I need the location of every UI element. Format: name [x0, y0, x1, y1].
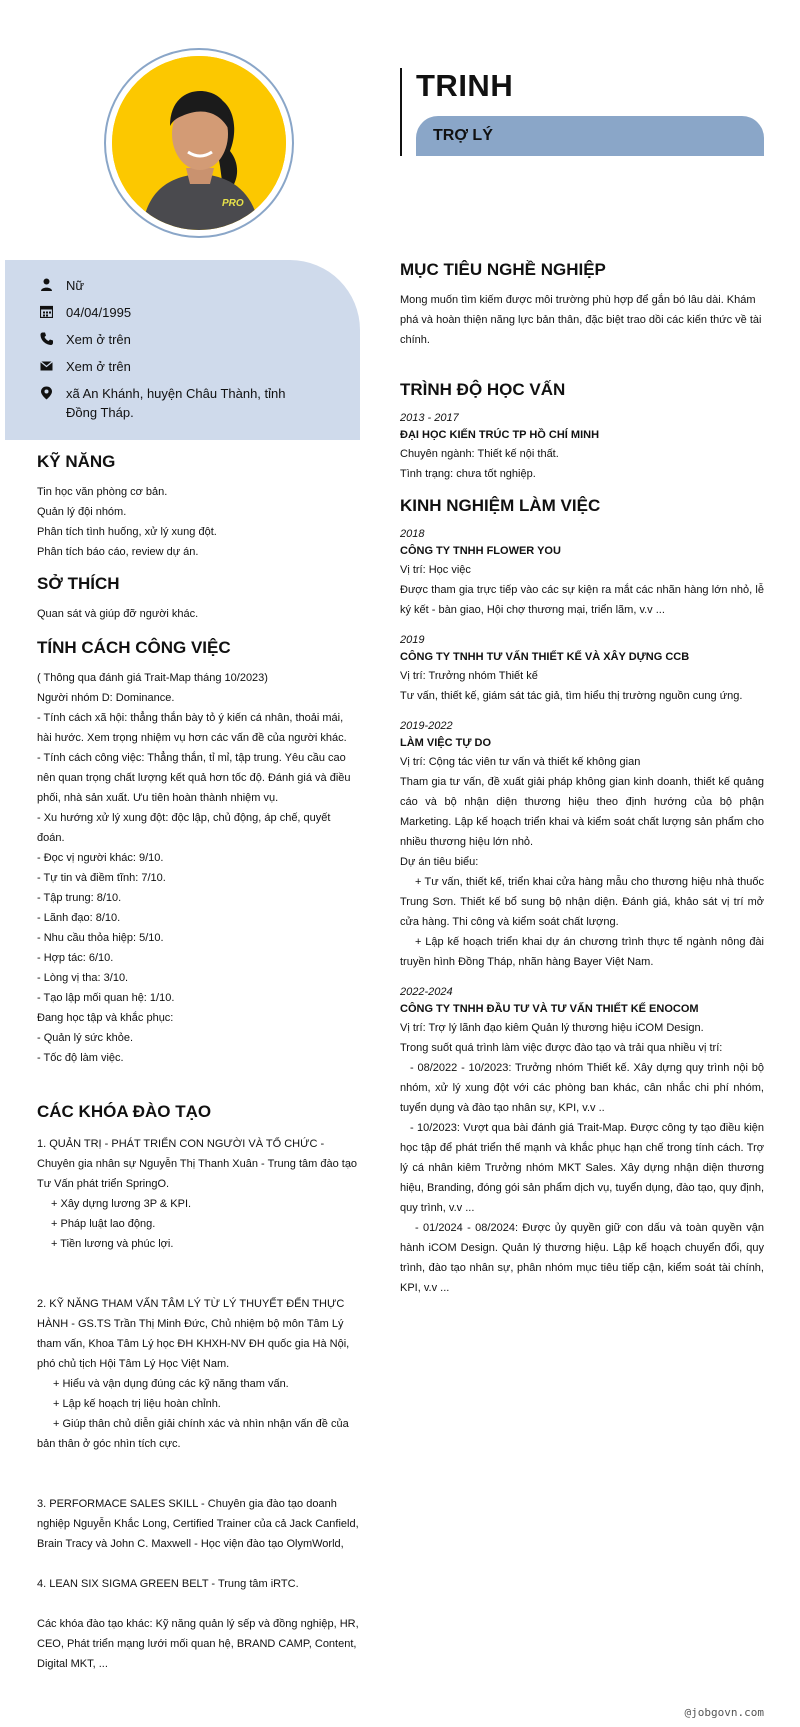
contact-address: [40, 384, 310, 422]
personality-line: - Tính cách công việc: Thẳng thắn, tỉ mỉ, tập trung. Yêu cầu cao nên quan trọng chất lượng kết quả hơn tốc độ. Đánh giá và điều phối, nhà sản xuất. Ưu tiên hoàn thành nhiệm vụ.: [37, 752, 351, 804]
candidate-role: TRỢ LÝ: [433, 127, 493, 144]
job-step: - 08/2022 - 10/2023: Trưởng nhóm Thiết kế. Xây dựng quy trình nội bộ nhóm, xử lý xung đột với các phòng ban khác, cân nhắc chi phí nhóm, tuyển dụng và đào tạo nhân sự, KPI, v.v ..: [400, 1062, 764, 1114]
name-divider: [400, 68, 402, 156]
personality-line: - Tập trung: 8/10.: [37, 892, 122, 904]
training-course: [37, 1134, 360, 1254]
course-heading: 4. LEAN SIX SIGMA GREEN BELT - Trung tâm iRTC.: [37, 1578, 299, 1590]
footer-watermark: @jobgovn.com: [684, 1706, 764, 1719]
personality-title: TÍNH CÁCH CÔNG VIỆC: [37, 638, 231, 657]
education-major: Chuyên ngành: Thiết kế nội thất.: [400, 448, 559, 460]
personality-line: - Tính cách xã hội: thẳng thắn bày tỏ ý kiến cá nhân, thoải mái, hài hước. Xem trọng nhiệm vụ hơn các vấn đề của người khác.: [37, 712, 347, 744]
personality-line: - Lãnh đạo: 8/10.: [37, 912, 121, 924]
hobbies-section: [37, 574, 360, 624]
job-intro: Trong suốt quá trình làm việc được đào tạo và trải qua nhiều vị trí:: [400, 1042, 723, 1054]
project-item: + Lập kế hoạch triển khai dự án chương trình thực tế ngành nông đài truyền hình Đồng Tháp, nhãn hàng Bayer Việt Nam.: [400, 936, 764, 968]
course-heading: 1. QUẢN TRỊ - PHÁT TRIỂN CON NGƯỜI VÀ TỔ CHỨC - Chuyên gia nhân sự Nguyễn Thị Thanh Xuân - Trung tâm đào tạo Tư Vấn phát triển SpringO.: [37, 1138, 358, 1190]
job-position: Vị trí: Học việc: [400, 564, 471, 576]
experience-section: [400, 496, 764, 1298]
skills-section: [37, 452, 360, 562]
other-courses: Các khóa đào tạo khác: Kỹ năng quản lý sếp và đồng nghiệp, HR, CEO, Phát triển mạng lưới mối quan hệ, BRAND CAMP, Content, Digital MKT, ...: [37, 1618, 359, 1670]
user-icon: [40, 276, 66, 291]
job-description: Tham gia tư vấn, đề xuất giải pháp không gian kinh doanh, thiết kế quảng cáo và bộ nhận diện thương hiệu theo định hướng của bộ phận Marketing. Lập kế hoạch triển khai và kiểm soát chất lượng sản phẩm cho nhiều thương hiệu lớn nhỏ.: [400, 776, 764, 848]
personality-line: - Tốc độ làm việc.: [37, 1052, 124, 1064]
job-entry: [400, 718, 764, 972]
course-sub-item: + Xây dựng lương 3P & KPI.: [51, 1198, 192, 1210]
contact-gender: [40, 276, 84, 295]
personality-line: - Quản lý sức khỏe.: [37, 1032, 134, 1044]
contact-panel: [5, 260, 360, 440]
personality-line: Đang học tập và khắc phục:: [37, 1012, 174, 1024]
phone-value: Xem ở trên: [66, 332, 131, 347]
job-step: - 10/2023: Vượt qua bài đánh giá Trait-Map. Được công ty tạo điều kiện học tập để phát triển thế mạnh và khắc phục hạn chế trong tính cách. Trợ lý cá nhân kiêm Trưởng nhóm MKT Sales. Xây dựng nhận diện thương hiệu, Branding, đóng gói sản phẩm dịch vụ, tuyển dụng, đào tạo, quy định, quy trình, v.v ...: [400, 1122, 764, 1214]
contact-phone: [40, 330, 131, 349]
job-period: 2019-2022: [400, 720, 453, 732]
personality-line: - Nhu cầu thỏa hiệp: 5/10.: [37, 932, 164, 944]
skill-item: Phân tích tình huống, xử lý xung đột.: [37, 526, 217, 538]
training-course: [37, 1294, 360, 1454]
personality-line: - Hợp tác: 6/10.: [37, 952, 114, 964]
objective-section: [400, 260, 764, 350]
job-period: 2018: [400, 528, 425, 540]
personality-line: - Tự tin và điềm tĩnh: 7/10.: [37, 872, 166, 884]
projects-label: Dự án tiêu biểu:: [400, 856, 479, 868]
birthday-value: 04/04/1995: [66, 305, 132, 320]
location-pin-icon: [40, 384, 66, 400]
job-company: CÔNG TY TNHH ĐẦU TƯ VÀ TƯ VẤN THIẾT KẾ ENOCOM: [400, 1003, 699, 1015]
job-entry: [400, 632, 764, 706]
envelope-icon: [40, 357, 66, 372]
skill-item: Phân tích báo cáo, review dự án.: [37, 546, 199, 558]
job-period: 2022-2024: [400, 986, 453, 998]
course-sub-item: + Hiểu và vận dụng đúng các kỹ năng tham vấn.: [53, 1378, 289, 1390]
calendar-icon: [40, 303, 66, 318]
course-heading: 2. KỸ NĂNG THAM VẤN TÂM LÝ TỪ LÝ THUYẾT ĐẾN THỰC HÀNH - GS.TS Trần Thị Minh Đức, Chủ nhiệm bộ môn Tâm Lý tham vấn, Khoa Tâm Lý học ĐH KHXH-NV ĐH quốc gia Hà Nội, phó chủ tịch Hội Tâm Lý Học Việt Nam.: [37, 1298, 350, 1370]
left-column: [37, 452, 360, 1674]
experience-title: KINH NGHIỆM LÀM VIỆC: [400, 496, 601, 515]
job-period: 2019: [400, 634, 425, 646]
job-position: Vị trí: Trợ lý lãnh đạo kiêm Quản lý thương hiệu iCOM Design.: [400, 1022, 704, 1034]
training-title: CÁC KHÓA ĐÀO TẠO: [37, 1102, 212, 1121]
phone-icon: [40, 330, 66, 345]
skill-item: Quản lý đội nhóm.: [37, 506, 127, 518]
job-step: - 01/2024 - 08/2024: Được ủy quyền giữ con dấu và toàn quyền vận hành iCOM Design. Quản lý thương hiệu. Lập kế hoạch chuyển đổi, quy trình, đào tạo nhân sự, phân nhóm mục tiêu tiếp cận, kiểm soát tài chính, KPI, v.v ...: [400, 1222, 764, 1294]
personality-line: ( Thông qua đánh giá Trait-Map tháng 10/2023): [37, 672, 268, 684]
job-company: CÔNG TY TNHH FLOWER YOU: [400, 545, 561, 557]
gender-value: Nữ: [66, 278, 85, 293]
school-name: ĐẠI HỌC KIẾN TRÚC TP HỒ CHÍ MINH: [400, 429, 600, 441]
education-period: 2013 - 2017: [400, 412, 459, 424]
objective-text: Mong muốn tìm kiếm được môi trường phù hợp để gắn bó lâu dài. Khám phá và hoàn thiện năng lực bản thân, đặc biệt trao dồi các kiến thức về tài chính.: [400, 294, 762, 346]
job-entry: [400, 526, 764, 620]
education-section: [400, 380, 764, 484]
course-heading: 3. PERFORMACE SALES SKILL - Chuyên gia đào tạo doanh nghiệp Nguyễn Khắc Long, Certified Trainer của cả Jack Canfield, Brain Tracy và John C. Maxwell - Học viện đào tạo OlymWorld,: [37, 1498, 359, 1550]
education-status: Tình trạng: chưa tốt nghiệp.: [400, 468, 536, 480]
job-description: Tư vấn, thiết kế, giám sát tác giả, tìm hiểu thị trường nguồn cung ứng.: [400, 690, 743, 702]
right-column: [400, 260, 764, 1298]
avatar: [112, 56, 286, 230]
project-item: + Tư vấn, thiết kế, triển khai cửa hàng mẫu cho thương hiệu nhà thuốc Trung Sơn. Thiết kế bổ sung bộ nhận diện. Đánh giá, khảo sát vị trí mở cửa hàng. Thi công và kiểm soát chất lượng.: [400, 876, 764, 928]
personality-line: - Tạo lập mối quan hệ: 1/10.: [37, 992, 175, 1004]
job-entry: [400, 984, 764, 1298]
course-sub-item: + Lập kế hoạch trị liệu hoàn chỉnh.: [53, 1398, 221, 1410]
candidate-name: TRINH: [416, 68, 514, 103]
objective-title: MỤC TIÊU NGHỀ NGHIỆP: [400, 260, 606, 279]
course-sub-item: + Tiền lương và phúc lợi.: [51, 1238, 174, 1250]
personality-line: Người nhóm D: Dominance.: [37, 692, 175, 704]
training-section: [37, 1102, 360, 1674]
contact-email: [40, 357, 131, 376]
course-sub-item: + Giúp thân chủ diễn giải chính xác và nhìn nhận vấn đề của bản thân ở góc nhìn tích cực.: [37, 1418, 349, 1450]
svg-text:PRO: PRO: [222, 198, 244, 209]
personality-line: - Lòng vị tha: 3/10.: [37, 972, 129, 984]
course-sub-item: + Pháp luật lao động.: [51, 1218, 156, 1230]
personality-section: [37, 638, 360, 1068]
job-position: Vị trí: Trưởng nhóm Thiết kế: [400, 670, 538, 682]
job-company: CÔNG TY TNHH TƯ VẤN THIẾT KẾ VÀ XÂY DỰNG CCB: [400, 651, 690, 663]
job-position: Vị trí: Cộng tác viên tư vấn và thiết kế không gian: [400, 756, 641, 768]
personality-line: - Xu hướng xử lý xung đột: độc lập, chủ động, áp chế, quyết đoán.: [37, 812, 331, 844]
skill-item: Tin học văn phòng cơ bản.: [37, 486, 168, 498]
skills-title: KỸ NĂNG: [37, 452, 116, 471]
contact-birthday: [40, 303, 131, 322]
job-company: LÀM VIỆC TỰ DO: [400, 737, 492, 749]
hobbies-text: Quan sát và giúp đỡ người khác.: [37, 608, 199, 620]
hobbies-title: SỞ THÍCH: [37, 574, 120, 593]
education-title: TRÌNH ĐỘ HỌC VẤN: [400, 380, 566, 399]
job-description: Được tham gia trực tiếp vào các sự kiện ra mắt các nhãn hàng lớn nhỏ, lễ ký kết - bàn giao, Hội chợ thương mại, triển lãm, v.v ...: [400, 584, 764, 616]
avatar-illustration: [112, 56, 286, 230]
email-value: Xem ở trên: [66, 359, 131, 374]
address-value: xã An Khánh, huyện Châu Thành, tỉnh Đồng Tháp.: [66, 386, 286, 420]
role-banner: [416, 116, 764, 156]
personality-line: - Đọc vị người khác: 9/10.: [37, 852, 164, 864]
